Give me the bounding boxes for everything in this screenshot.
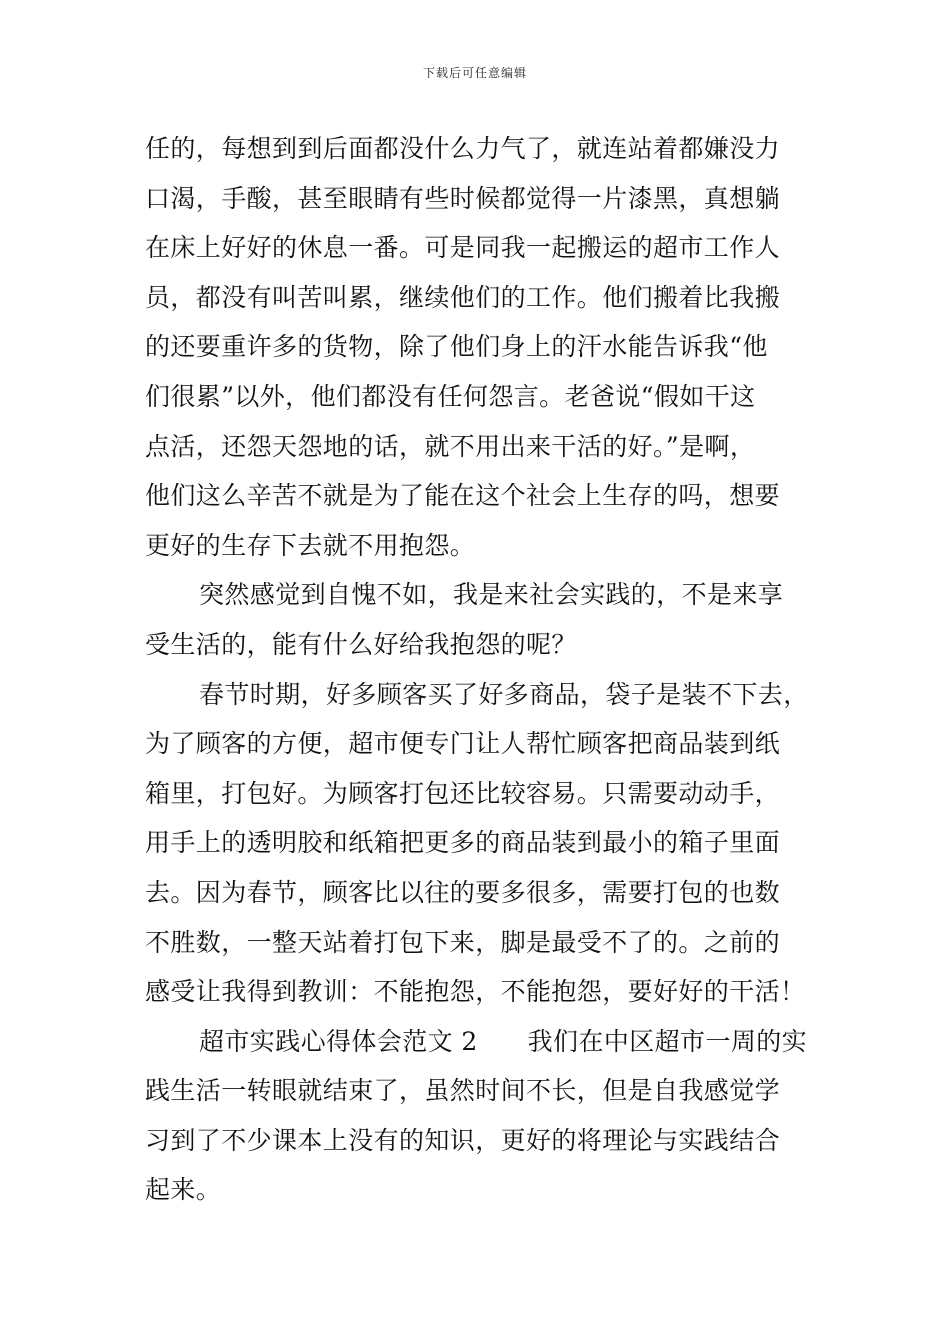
essay-first-text: 我们在中区超市一周的实 [527, 1026, 808, 1056]
essay-heading-line [145, 1017, 810, 1067]
text-line: 习到了不少课本上没有的知识，更好的将理论与实践结合 [145, 1125, 781, 1155]
text-line: 践生活一转眼就结束了，虽然时间不长，但是自我感觉学 [145, 1076, 781, 1106]
text-line: 他们这么辛苦不就是为了能在这个社会上生存的吗，想要 [145, 481, 781, 511]
text-line: 箱里，打包好。为顾客打包还比较容易。只需要动动手， [145, 778, 781, 808]
paragraph-start-line: 春节时期，好多顾客买了好多商品，袋子是装不下去， [199, 679, 809, 709]
text-line: 受生活的，能有什么好给我抱怨的呢？ [145, 629, 577, 659]
text-line: 不胜数，一整天站着打包下来，脚是最受不了的。之前的 [145, 927, 781, 957]
text-line: 为了顾客的方便，超市便专门让人帮忙顾客把商品装到纸 [145, 729, 781, 759]
text-line: 起来。 [145, 1175, 222, 1205]
text-line: 感受让我得到教训：不能抱怨，不能抱怨，要好好的干活！ [145, 977, 806, 1007]
text-line: 任的，每想到到后面都没什么力气了，就连站着都嫌没力 [145, 134, 781, 163]
paragraph-start-line: 突然感觉到自愧不如，我是来社会实践的，不是来享 [199, 580, 784, 610]
text-line: 员，都没有叫苦叫累，继续他们的工作。他们搬着比我搬 [145, 282, 781, 312]
text-line: 点活，还怨天怨地的话，就不用出来干活的好。”是啊， [145, 431, 756, 461]
document-body [145, 124, 810, 1215]
text-line: 们很累”以外，他们都没有任何怨言。老爸说“假如干这 [145, 381, 756, 411]
text-line: 用手上的透明胶和纸箱把更多的商品装到最小的箱子里面 [145, 828, 781, 858]
header-note: 下载后可任意编辑 [422, 66, 527, 80]
text-line: 的还要重许多的货物，除了他们身上的汗水能告诉我“他 [145, 332, 768, 362]
essay-title: 超市实践心得体会范文 2 [199, 1026, 478, 1056]
text-line: 口渴，手酸，甚至眼睛有些时候都觉得一片漆黑，真想躺 [145, 183, 781, 213]
text-line: 在床上好好的休息一番。可是同我一起搬运的超市工作人 [145, 233, 781, 263]
text-line: 去。因为春节，顾客比以往的要多很多，需要打包的也数 [145, 877, 781, 907]
text-line: 更好的生存下去就不用抱怨。 [145, 530, 476, 560]
